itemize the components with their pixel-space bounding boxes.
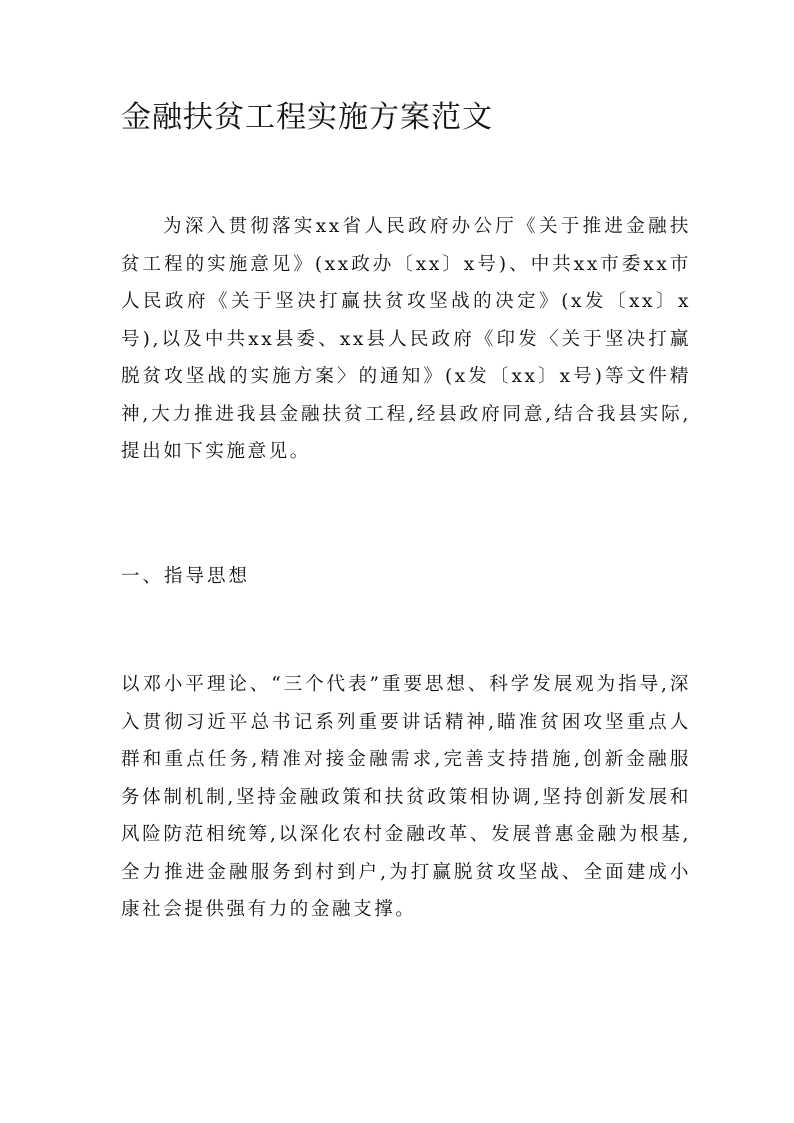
document-title: 金融扶贫工程实施方案范文 [121, 100, 493, 135]
section-heading-guiding-ideology: 一、指导思想 [121, 566, 251, 587]
intro-paragraph: 为深入贯彻落实xx省人民政府办公厅《关于推进金融扶贫工程的实施意见》(xx政办〔xx〕x号)、中共xx市委xx市人民政府《关于坚决打赢扶贫攻坚战的决定》(x发〔xx〕x号),以及中共xx县委、xx县人民政府《印发〈关于坚决打赢脱贫攻坚战的实施方案〉的通知》(x发〔xx〕x号)等文件精神,大力推进我县金融扶贫工程,经县政府同意,结合我县实际,提出如下实施意见。 [121, 216, 691, 462]
section-paragraph-guiding-ideology: 以邓小平理论、“三个代表”重要思想、科学发展观为指导,深入贯彻习近平总书记系列重要讲话精神,瞄准贫困攻坚重点人群和重点任务,精准对接金融需求,完善支持措施,创新金融服务体制机制,坚持金融政策和扶贫政策相协调,坚持创新发展和风险防范相统筹,以深化农村金融改革、发展普惠金融为根基,全力推进金融服务到村到户,为打赢脱贫攻坚战、全面建成小康社会提供强有力的金融支撑。 [121, 674, 691, 920]
